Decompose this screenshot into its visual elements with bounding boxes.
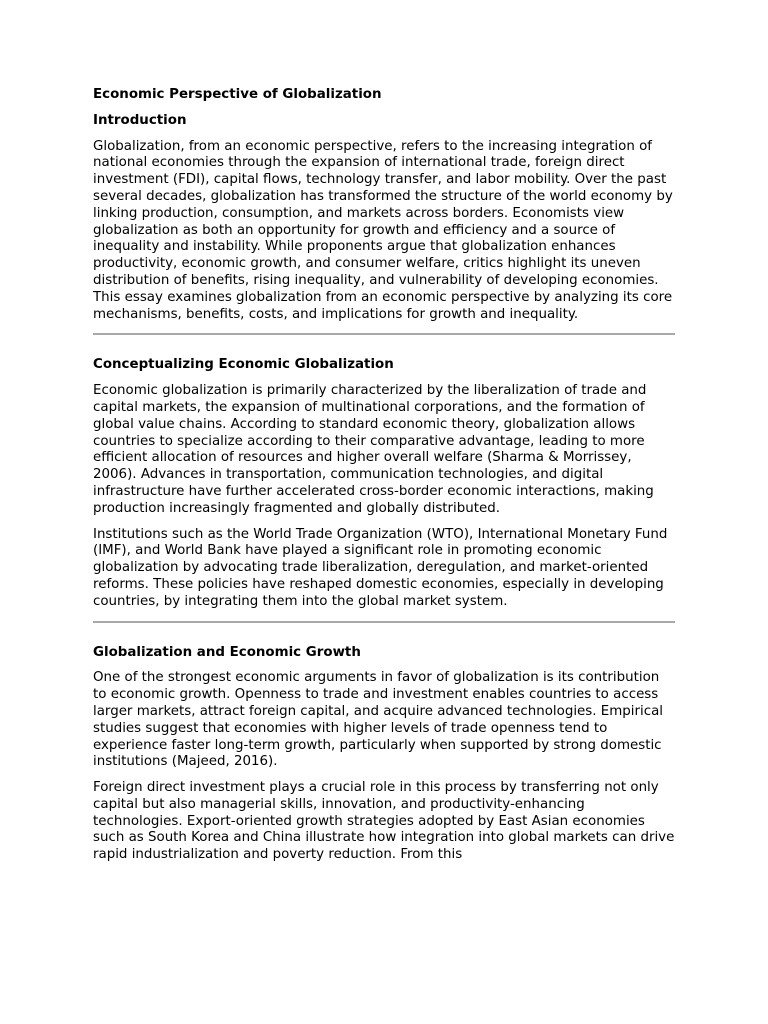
section-growth — [93, 645, 675, 865]
section-heading-introduction: Introduction — [93, 112, 187, 128]
document-page — [93, 87, 675, 864]
section-introduction — [93, 113, 675, 324]
section-conceptualizing — [93, 357, 675, 610]
section-heading-conceptualizing: Conceptualizing Economic Globalization — [93, 357, 394, 373]
paragraph: Economic globalization is primarily characterized by the liberalization of trade and capital markets, the expansion of multinational corporations, and the formation of global value chains. According to standard economic theory, globalization allows countries to specialize according to their comparative advantage, leading to more efficient allocation of resources and higher overall welfare (Sharma & Morrissey, 2006). Advances in transportation, communication technologies, and digital infrastructure have further accelerated cross-border economic interactions, making production increasingly fragmented and globally distributed. — [93, 383, 654, 516]
section-heading-growth: Globalization and Economic Growth — [93, 644, 361, 660]
paragraph: Globalization, from an economic perspective, refers to the increasing integration of national economies through the expansion of international trade, foreign direct investment (FDI), capital flows, technology transfer, and labor mobility. Over the past several decades, globalization has transformed the structure of the world economy by linking production, consumption, and markets across borders. Economists view globalization as both an opportunity for growth and efficiency and a source of inequality and instability. While proponents argue that globalization enhances productivity, economic growth, and consumer welfare, critics highlight its uneven distribution of benefits, rising inequality, and vulnerability of developing economies. This essay examines globalization from an economic perspective by analyzing its core mechanisms, benefits, costs, and implications for growth and inequality. — [93, 138, 673, 322]
section-divider — [93, 621, 675, 623]
paragraph: Institutions such as the World Trade Organization (WTO), International Monetary Fund (IMF), and World Bank have played a significant role in promoting economic globalization by advocating trade liberalization, deregulation, and market-oriented reforms. These policies have reshaped domestic economies, especially in developing countries, by integrating them into the global market system. — [93, 526, 668, 609]
paragraph: One of the strongest economic arguments in favor of globalization is its contribution to economic growth. Openness to trade and investment enables countries to access larger markets, attract foreign capital, and acquire advanced technologies. Empirical studies suggest that economies with higher levels of trade openness tend to experience faster long-term growth, particularly when supported by strong domestic institutions (Majeed, 2016). — [93, 670, 664, 770]
paragraph: Foreign direct investment plays a crucial role in this process by transferring not only capital but also managerial skills, innovation, and productivity-enhancing technologies. Export-oriented growth strategies adopted by East Asian economies such as South Korea and China illustrate how integration into global markets can drive rapid industrialization and poverty reduction. From this — [93, 780, 675, 863]
document-title: Economic Perspective of Globalization — [93, 87, 382, 102]
section-divider — [93, 333, 675, 335]
